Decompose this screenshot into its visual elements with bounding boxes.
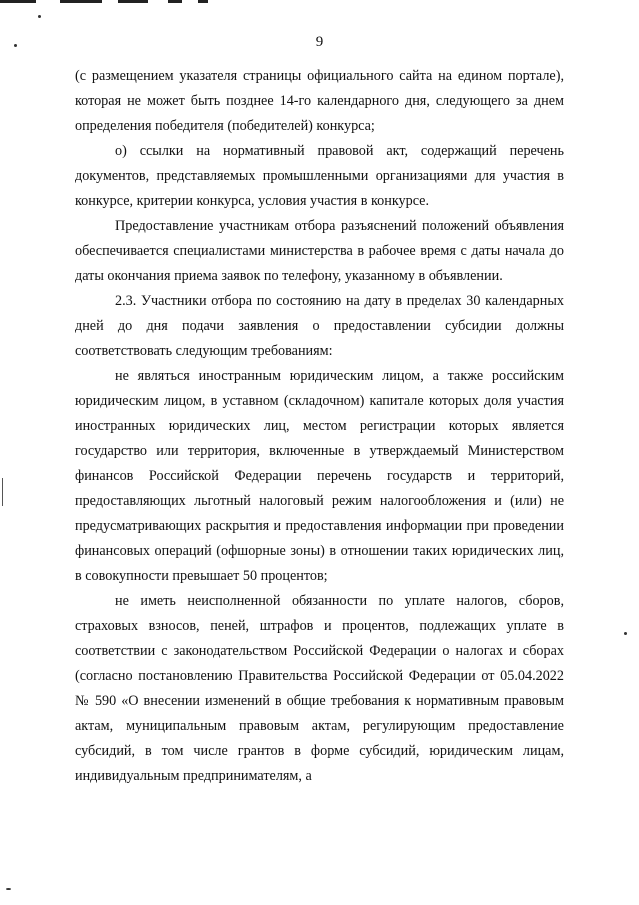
paragraph-section-2-3: 2.3. Участники отбора по состоянию на дату в пределах 30 календарных дней до дня подачи заявления о предоставлении субсидии должны соответствовать следующим требованиям:: [75, 293, 564, 359]
paragraph-clarifications: Предоставление участникам отбора разъяснений положений объявления обеспечивается специалистами министерства в рабочее время с даты начала до даты окончания приема заявок по телефону, указанному в объявлении.: [75, 218, 564, 284]
scan-mark-top-2: [60, 0, 102, 3]
scan-mark-top-4: [168, 0, 182, 3]
scan-dot-1: [38, 15, 41, 18]
scan-edge-line: [2, 478, 3, 506]
document-body: [75, 64, 564, 789]
scan-mark-top-5: [198, 0, 208, 3]
paragraph-item-o: о) ссылки на нормативный правовой акт, содержащий перечень документов, представляемых промышленными организациями для участия в конкурсе, критерии конкурса, условия участия в конкурсе.: [75, 143, 564, 209]
scan-mark-top-1: [0, 0, 36, 3]
paragraph-continuation: (с размещением указателя страницы официального сайта на едином портале), которая не может быть позднее 14-го календарного дня, следующего за днем определения победителя (победителей) конкурса;: [75, 68, 564, 134]
scan-dot-3: [624, 632, 627, 635]
paragraph-requirement-foreign: не являться иностранным юридическим лицом, а также российским юридическим лицом, в уставном (складочном) капитале которых доля участия иностранных юридических лиц, местом регистрации которых является государство или территория, включенные в утверждаемый Министерством финансов Российской Федерации перечень государств и территорий, предоставляющих льготный налоговый режим налогообложения и (или) не предусматривающих раскрытия и предоставления информации при проведении финансовых операций (офшорные зоны) в отношении таких юридических лиц, в совокупности превышает 50 процентов;: [75, 368, 564, 584]
page-number: 9: [315, 34, 324, 50]
scan-dot-4: [6, 888, 11, 890]
scan-mark-top-3: [118, 0, 148, 3]
paragraph-requirement-taxes: не иметь неисполненной обязанности по уплате налогов, сборов, страховых взносов, пеней, штрафов и процентов, подлежащих уплате в соответствии с законодательством Российской Федерации о налогах и сборах (согласно постановлению Правительства Российской Федерации от 05.04.2022 № 590 «О внесении изменений в общие требования к нормативным правовым актам, муниципальным правовым актам, регулирующим предоставление субсидий, в том числе грантов в форме субсидий, юридическим лицам, индивидуальным предпринимателям, а: [75, 593, 564, 784]
